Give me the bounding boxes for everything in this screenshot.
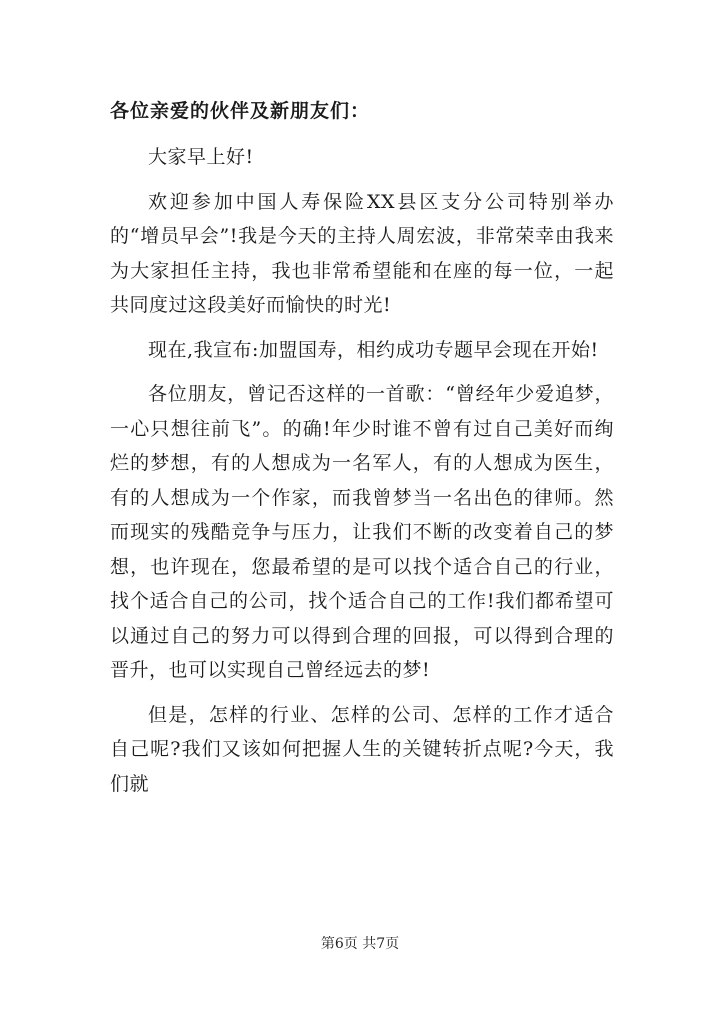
greeting-heading: 各位亲爱的伙伴及新朋友们：	[110, 100, 371, 122]
paragraph: 各位朋友，曾记否这样的一首歌：“曾经年少爱追梦，一心只想往前飞”。的确!年少时谁不曾有过自己美好而绚烂的梦想，有的人想成为一名军人，有的人想成为医生，有的人想成为一个作家，而我曾梦当一名出色的律师。然而现实的残酷竞争与压力，让我们不断的改变着自己的梦想，也许现在，您最希望的是可以找个适合自己的行业，找个适合自己的公司，找个适合自己的工作!我们都希望可以通过自己的努力可以得到合理的回报，可以得到合理的晋升，也可以实现自己曾经远去的梦!	[110, 383, 614, 681]
page-footer: 第6页 共7页	[320, 936, 400, 952]
paragraph: 欢迎参加中国人寿保险XX县区支分公司特别举办的“增员早会”!我是今天的主持人周宏波，非常荣幸由我来为大家担任主持，我也非常希望能和在座的每一位，一起共同度过这段美好而愉快的时光!	[110, 190, 614, 316]
paragraph: 大家早上好!	[148, 146, 254, 168]
paragraph: 现在,我宣布:加盟国寿，相约成功专题早会现在开始!	[148, 338, 599, 361]
paragraph: 但是，怎样的行业、怎样的公司、怎样的工作才适合自己呢?我们又该如何把握人生的关键转折点呢?今天，我们就	[110, 703, 614, 795]
document-body	[110, 96, 614, 811]
